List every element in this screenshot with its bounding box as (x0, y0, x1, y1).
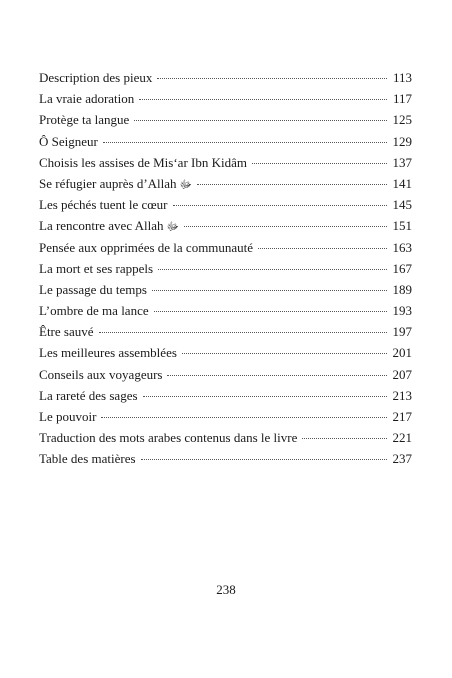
toc-entry-title: Le pouvoir (39, 409, 97, 424)
dot-leader (158, 269, 386, 270)
toc-entry-title: Pensée aux opprimées de la communauté (39, 239, 254, 255)
toc-entry (39, 364, 412, 385)
dot-leader (197, 184, 387, 185)
dot-leader (101, 417, 386, 418)
toc-entry-title: La rareté des sages (39, 387, 138, 403)
toc-entry-title: Traduction des mots arabes contenus dans le livre (39, 430, 298, 446)
toc-entry-page: 193 (392, 303, 412, 319)
toc-entry (39, 385, 412, 406)
toc-entry-title: La vraie adoration (39, 91, 135, 107)
toc-entry-page: 117 (392, 91, 412, 107)
dot-leader (143, 396, 387, 397)
toc-entry-page: 145 (392, 197, 412, 213)
toc-entry (39, 321, 412, 342)
toc-entry-title (39, 173, 192, 196)
dot-leader (302, 438, 386, 439)
toc-entry-page: 113 (392, 70, 412, 85)
toc-entry-page: 141 (392, 175, 412, 191)
dot-leader (258, 248, 386, 249)
toc-entry-page: 151 (392, 218, 412, 234)
toc-entry-title: La mort et ses rappels (39, 260, 154, 276)
toc-entry (39, 279, 412, 300)
toc-entry-title: Conseils aux voyageurs (39, 366, 163, 382)
toc-entry (39, 194, 412, 215)
toc-entry-page: 129 (392, 133, 412, 149)
toc-entry-title: Choisis les assises de Mis‘ar Ibn Kidâm (39, 154, 247, 170)
toc-entry-page: 237 (392, 451, 412, 467)
toc-entry-page: 125 (392, 112, 412, 128)
toc-entry-page: 201 (392, 345, 412, 361)
toc-entry (39, 406, 412, 427)
toc-entry-title: Les péchés tuent le cœur (39, 197, 168, 213)
toc-entry-page: 197 (392, 324, 412, 340)
toc-entry (39, 88, 412, 109)
toc-entry-title-text: La rencontre avec Allah (39, 218, 164, 234)
toc-entry-title: Les meilleures assemblées (39, 345, 177, 361)
toc-entry (39, 258, 412, 279)
toc-entry (39, 215, 412, 236)
toc-entry-title: Ô Seigneur (39, 133, 98, 149)
toc-entry (39, 67, 412, 88)
dot-leader (157, 78, 387, 79)
toc-entry-page: 163 (392, 239, 412, 255)
page-number: 238 (216, 582, 236, 597)
dot-leader (154, 311, 387, 312)
dot-leader (134, 120, 386, 121)
toc-entry-title: L’ombre de ma lance (39, 303, 149, 319)
dot-leader (139, 99, 387, 100)
toc-entry (39, 131, 412, 152)
honorific-glyph: ﷻ (179, 178, 192, 191)
dot-leader (182, 353, 387, 354)
dot-leader (152, 290, 387, 291)
table-of-contents (39, 67, 412, 470)
dot-leader (99, 332, 387, 333)
toc-entry-title: Protège ta langue (39, 112, 130, 128)
toc-entry-page: 167 (392, 260, 412, 276)
toc-entry-title: Table des matières (39, 451, 136, 467)
toc-entry-page: 221 (392, 430, 412, 446)
toc-entry-page: 207 (392, 366, 412, 382)
dot-leader (141, 459, 387, 460)
honorific-glyph: ﷻ (166, 221, 179, 234)
toc-entry-page: 137 (392, 154, 412, 170)
dot-leader (103, 142, 387, 143)
toc-entry-page: 217 (392, 409, 412, 424)
toc-entry-title (39, 215, 179, 238)
toc-entry (39, 109, 412, 130)
toc-entry-title-text: Se réfugier auprès d’Allah (39, 175, 177, 191)
toc-entry-title: Description des pieux (39, 70, 153, 85)
toc-entry (39, 342, 412, 363)
toc-entry (39, 448, 412, 469)
dot-leader (252, 163, 387, 164)
toc-entry (39, 237, 412, 258)
toc-entry (39, 300, 412, 321)
dot-leader (167, 375, 386, 376)
toc-entry-page: 213 (392, 387, 412, 403)
toc-entry (39, 173, 412, 194)
toc-entry (39, 152, 412, 173)
dot-leader (184, 226, 387, 227)
toc-entry-title: Être sauvé (39, 324, 94, 340)
toc-entry-title: Le passage du temps (39, 281, 147, 297)
toc-entry-page: 189 (392, 281, 412, 297)
toc-entry (39, 427, 412, 448)
dot-leader (173, 205, 387, 206)
